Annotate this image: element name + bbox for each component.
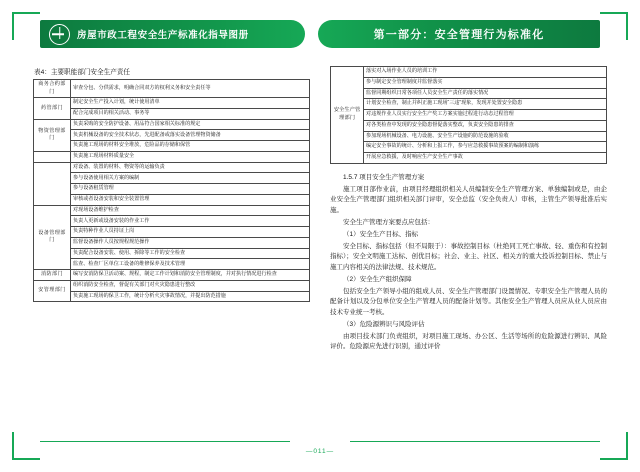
table-category-cell: 商务合约部门 xyxy=(34,80,71,98)
table-row xyxy=(34,216,310,227)
table-row xyxy=(331,131,607,142)
table-item-cell: 配合完成项目的相关活动、事务等 xyxy=(71,108,310,119)
paragraph: （2）安全生产组织保障 xyxy=(343,275,412,283)
cross-shield-icon xyxy=(49,24,70,45)
table-item-cell: 监督同期组织日常各项任人员安全生产责任的落实情况 xyxy=(364,88,607,99)
responsibilities-table xyxy=(33,79,310,302)
table-category-cell: 安管理部门 xyxy=(34,280,71,302)
table-row xyxy=(331,77,607,88)
body-prose xyxy=(330,173,607,353)
header-right-title: 第一部分：安全管理行为标准化 xyxy=(373,29,545,41)
paragraph: （1）安全生产目标、指标 xyxy=(343,230,419,238)
table-item-cell: 组织消防安全检查，督促有关部门对火灾隐患进行整改 xyxy=(71,280,310,291)
paragraph: 安全生产管理方案要点应包括： xyxy=(343,218,434,226)
table-category-cell: 安全生产管理部门 xyxy=(331,67,364,164)
paragraph: 由项目技术部门负责组织，对项目施工现场、办公区、生活等场所的危险源进行辨识、风险评价。危险源应先进行识别，通过评价 xyxy=(330,332,607,351)
table-item-cell: 参加现场机械设备、电力设施、安全生产设施的防范设施的验收 xyxy=(364,131,607,142)
table-item-cell: 负责施工现场的保卫工作，统计分析火灾事故情况，并提出防范措施 xyxy=(71,291,310,302)
table-category-cell: 设备管理部门 xyxy=(34,205,71,270)
table-item-cell: 审查分包、分供需求，明确合同双方的权利义务和安全责任等 xyxy=(71,80,310,98)
table-row xyxy=(34,227,310,238)
table-category-cell xyxy=(34,162,71,205)
header-right-banner xyxy=(318,20,600,48)
table-row xyxy=(34,270,310,281)
table-row xyxy=(34,130,310,141)
table-item-cell: 负责特种作业人员持证上岗 xyxy=(71,227,310,238)
right-column xyxy=(330,66,607,355)
table-row xyxy=(34,291,310,302)
table-row xyxy=(34,173,310,184)
paragraph: 施工项目部作业前，由项目经理组织相关人员编制安全生产管理方案、单独编制或是，由企业安全生产管理部门组织相关部门评审，安全总监（安全负责人）审核，主管生产领导批准后实施。 xyxy=(330,185,607,214)
table-row xyxy=(34,108,310,119)
table-item-cell: 负责采购的安全防护设备、用品符合国家相关标准的规定 xyxy=(71,119,310,130)
table-item-cell: 负责机械设备的安全技术状态，先进配备或落实设备管理物资储备 xyxy=(71,130,310,141)
table-row xyxy=(34,205,310,216)
table-row xyxy=(34,162,310,173)
table-item-cell: 参与设备租赁管理 xyxy=(71,184,310,195)
table-row xyxy=(34,259,310,270)
table-row xyxy=(331,120,607,131)
paragraph: 安全目标、指标包括（但不局限于）：事故控制目标（杜绝同工死亡事故、轻、重伤和有控制指标）；安全文明施工达标、创优目标；社会、业主、社区、相关方的重大投诉控制目标、禁止与施工内容相关的法律法规、技术规范。 xyxy=(330,242,607,271)
table-row xyxy=(34,248,310,259)
table-category-cell: 消防部门 xyxy=(34,270,71,281)
table-item-cell: 编定安全事故的统计、分析和上报工作，参与应急救援事故预案的编制和演练 xyxy=(364,142,607,153)
header-left-title: 房屋市政工程安全生产标准化指导图册 xyxy=(77,30,249,41)
page-footer xyxy=(0,440,640,458)
table-row xyxy=(34,119,310,130)
table-item-cell: 监查、检查厂区单位工设备的维修保养及技术管理 xyxy=(71,259,310,270)
table-item-cell: 编写安消防保卫活动案、规程，制定工作计划和消防安全管理制度，并对执行情况进行检查 xyxy=(71,270,310,281)
safety-dept-table xyxy=(330,66,607,164)
paragraph: （3）危险源辨识与风险评估 xyxy=(343,320,425,328)
table-item-cell: 对现场设备维护检查 xyxy=(71,205,310,216)
table-item-cell: 监督设备操作人员按规程规范操作 xyxy=(71,237,310,248)
table-row xyxy=(331,88,607,99)
table-item-cell: 计划安全检查，制止并纠正施工现场“三违”现象，发现并处置安全隐患 xyxy=(364,99,607,110)
page-number: —011— xyxy=(305,448,335,455)
table-row xyxy=(34,194,310,205)
table-row xyxy=(331,110,607,121)
page-header xyxy=(0,20,640,50)
left-column xyxy=(33,66,310,302)
table-row xyxy=(331,99,607,110)
table-row xyxy=(34,184,310,195)
table-item-cell: 审核或者设备安装和安全装置管理 xyxy=(71,194,310,205)
table-item-cell: 对违规作业人员实行安全生产奖工方案实施过程进行动态过程管理 xyxy=(364,110,607,121)
table-row xyxy=(331,142,607,153)
paragraph: 1.5.7 项目安全生产管理方案 xyxy=(343,173,425,181)
table-category-cell: 物资管理部门 xyxy=(34,119,71,151)
header-left-banner xyxy=(40,20,305,48)
table-row xyxy=(34,80,310,98)
table-item-cell: 开展应急救援，及时响应生产安全生产事故 xyxy=(364,153,607,164)
table-item-cell: 参与设备使用相关方案的编制 xyxy=(71,173,310,184)
table-row xyxy=(331,67,607,78)
table-item-cell: 对各类检查中发现的安全隐患督促落实整改，负责安全隐患的排查 xyxy=(364,120,607,131)
table-row xyxy=(34,98,310,109)
table-item-cell: 对设备、装置的材料、物资等的运输负责 xyxy=(71,162,310,173)
table-item-cell: 负责配合设备安装、使用、拆除等工作的安全检查 xyxy=(71,248,310,259)
table-row xyxy=(34,141,310,152)
table-item-cell: 负责施工现场的材料安全堆放，危险品的存储和保管 xyxy=(71,141,310,152)
table-item-cell: 制定安全生产投入计划，统计使用清单 xyxy=(71,98,310,109)
table-caption: 表4：主要职能部门安全生产责任 xyxy=(34,69,130,76)
table-item-cell: 参与制定安全管理制度并监督落实 xyxy=(364,77,607,88)
paragraph: 包括安全生产领导小组的组成人员、安全生产管理部门设置情况、专职安全生产管理人员的配备计划以及分包单位安全生产管理人员的配备计划等。其他安全生产管理人员应从业人员应由技术专业统一考核。 xyxy=(330,287,607,316)
table-category-cell xyxy=(34,151,71,162)
table-row xyxy=(34,280,310,291)
table-item-cell: 落实对入场作业人员的培训工作 xyxy=(364,67,607,78)
table-category-cell: 药管部门 xyxy=(34,98,71,120)
table-row xyxy=(34,151,310,162)
table-item-cell: 负责施工现场材料质量安全 xyxy=(71,151,310,162)
table-row xyxy=(34,237,310,248)
table-row xyxy=(331,153,607,164)
table-item-cell: 负责人更新或设备安装的作业工作 xyxy=(71,216,310,227)
